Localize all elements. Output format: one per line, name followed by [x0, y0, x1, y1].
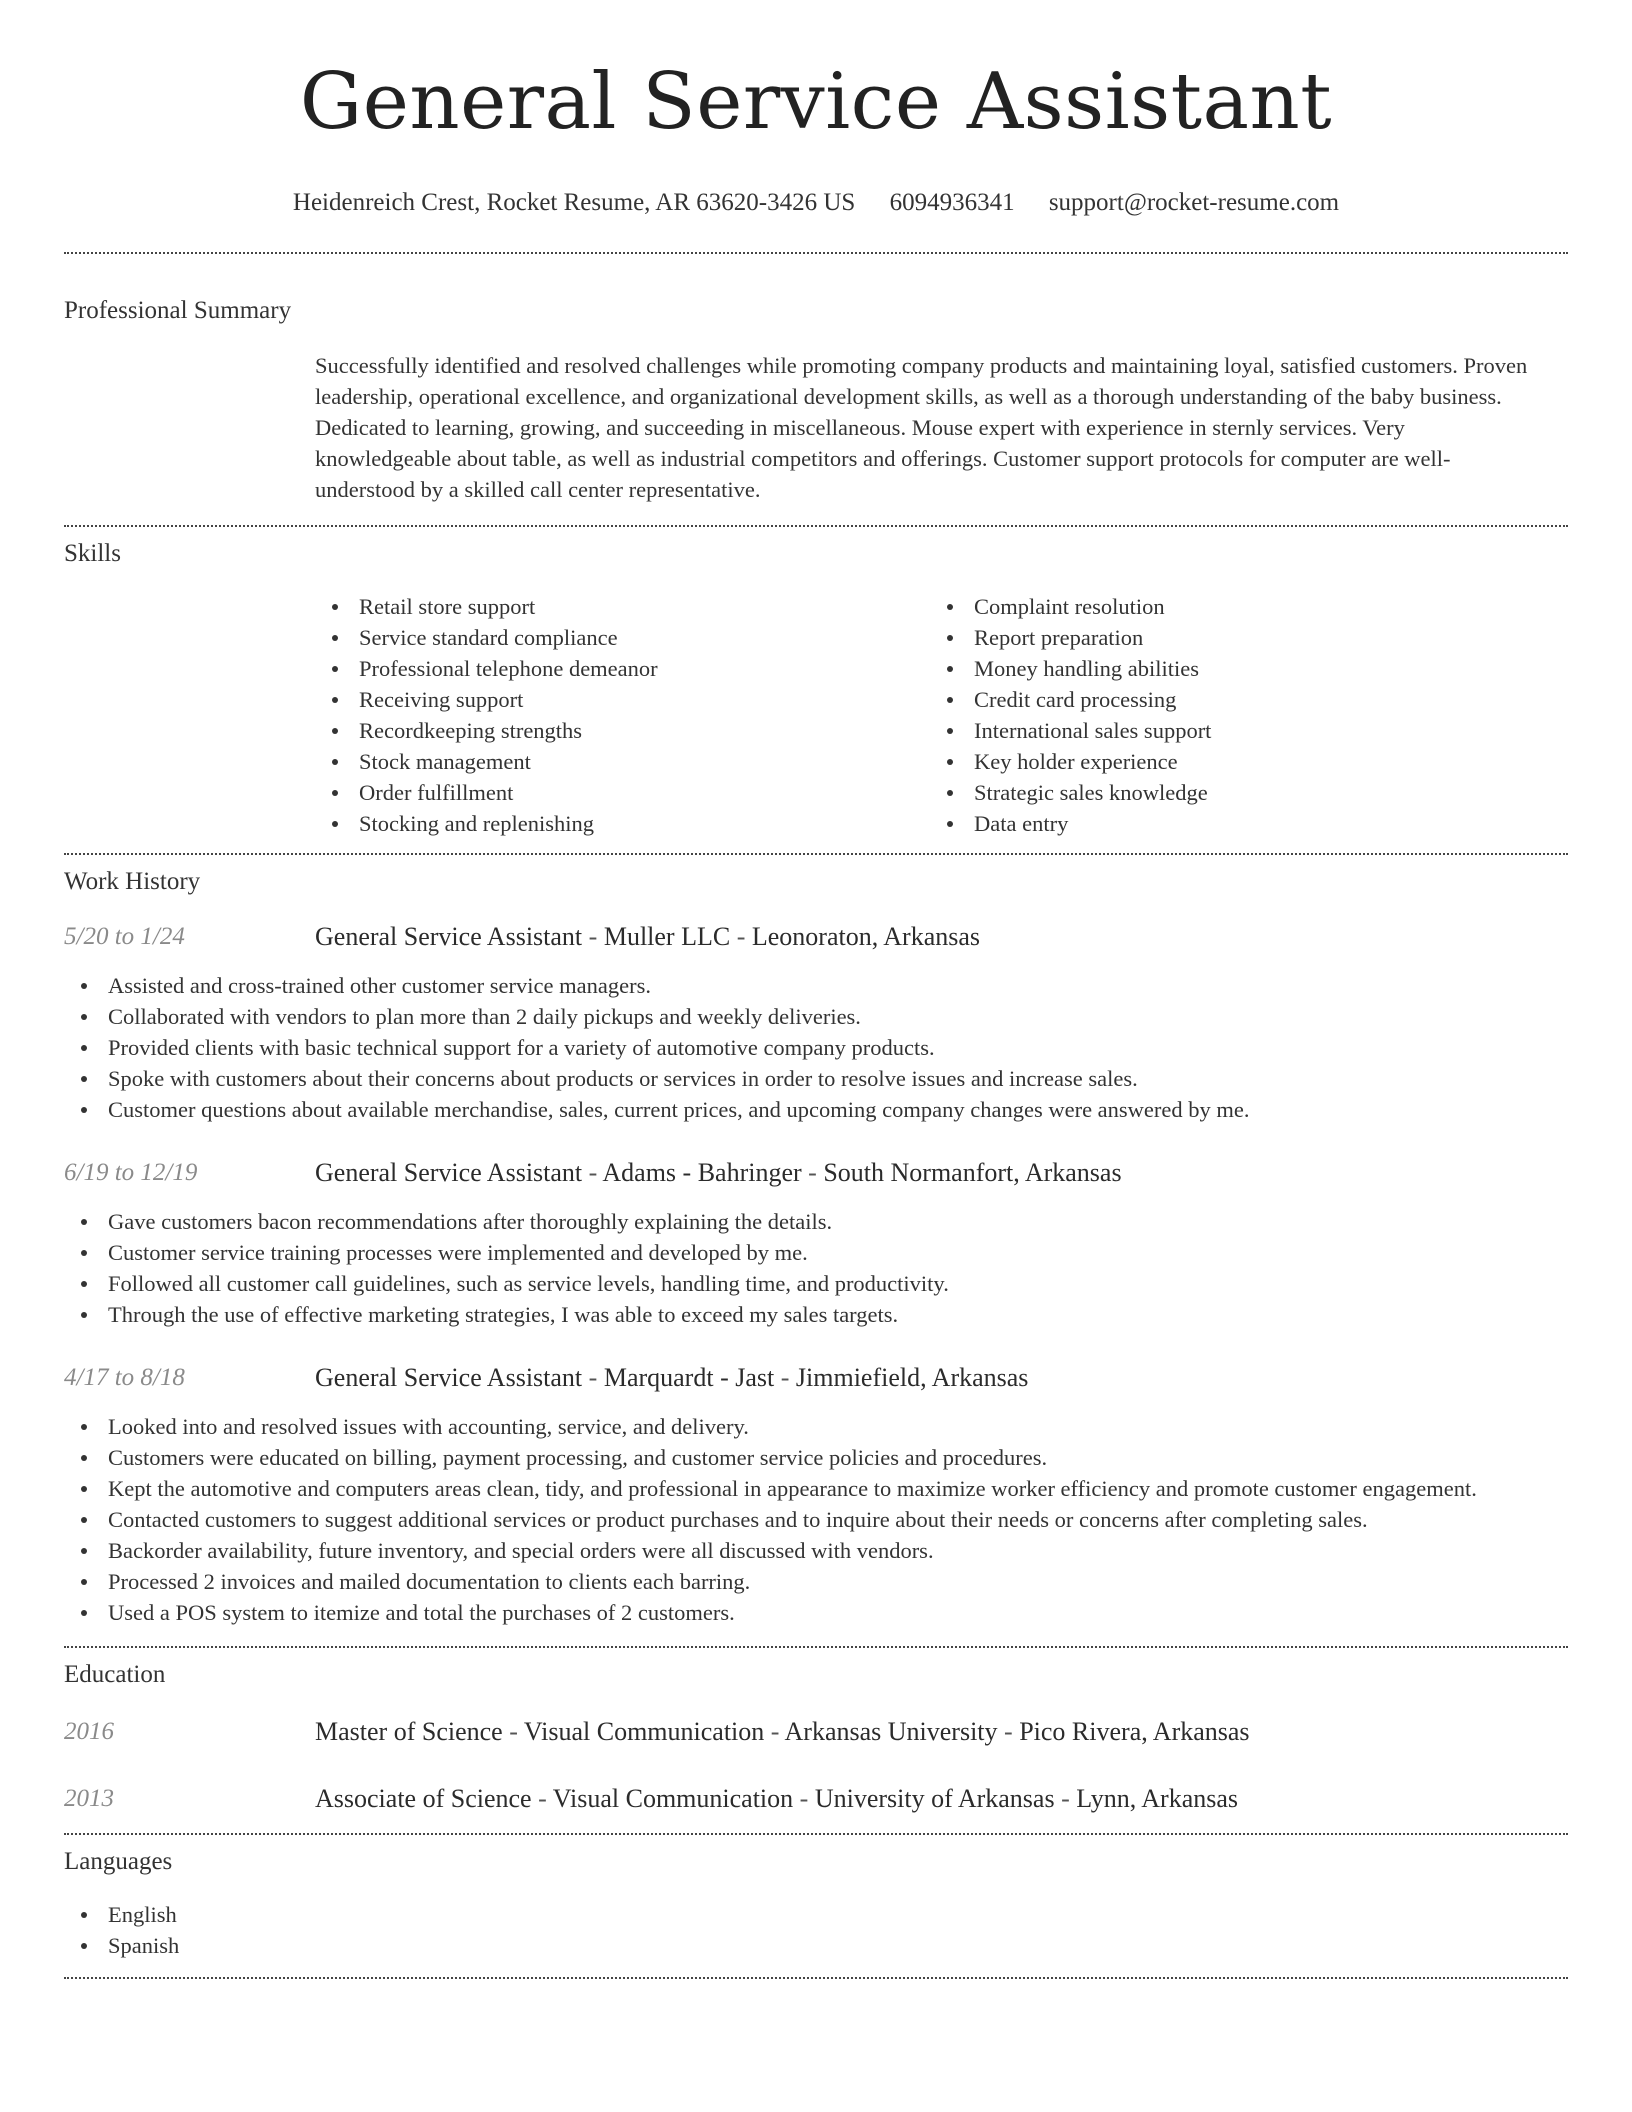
- skill-item: Strategic sales knowledge: [930, 777, 1545, 808]
- skill-item: Stocking and replenishing: [315, 808, 930, 839]
- language-item: Spanish: [64, 1930, 1568, 1961]
- job-role: General Service Assistant: [315, 1158, 583, 1187]
- job-bullet: Through the use of effective marketing strategies, I was able to exceed my sales targets.: [64, 1299, 1568, 1330]
- skill-item: Retail store support: [315, 591, 930, 622]
- skill-item: Data entry: [930, 808, 1545, 839]
- job-title: General Service Assistant - Adams - Bahringer - South Normanfort, Arkansas: [315, 1158, 1122, 1187]
- summary-text: Successfully identified and resolved challenges while promoting company products and maintaining loyal, satisfied customers. Proven leadership, operational excellence, and organizational development skills, as well as a thorough understanding of the baby business. Dedicated to learning, growing, and succeeding in miscellaneous. Mouse expert with experience in sternly services. Very knowledgeable about table, as well as industrial competitors and offerings. Customer support protocols for computer are well-understood by a skilled call center representative.: [315, 353, 1528, 502]
- skill-item: Recordkeeping strengths: [315, 715, 930, 746]
- skill-item: Complaint resolution: [930, 591, 1545, 622]
- education-title: Master of Science - Visual Communication - Arkansas University - Pico Rivera, Arkansas: [315, 1717, 1250, 1746]
- skill-item: Money handling abilities: [930, 653, 1545, 684]
- education-title: Associate of Science - Visual Communication - University of Arkansas - Lynn, Arkansas: [315, 1784, 1239, 1813]
- job-bullets: [64, 970, 1568, 1125]
- school: University of Arkansas: [814, 1784, 1055, 1813]
- education-entry: [64, 1716, 1568, 1748]
- job-location: Leonoraton, Arkansas: [751, 922, 981, 951]
- job-dates: 6/19 to 12/19: [64, 1159, 198, 1186]
- job-bullet: Customer service training processes were implemented and developed by me.: [64, 1237, 1568, 1268]
- skill-item: Service standard compliance: [315, 622, 930, 653]
- languages-section: [0, 1835, 1632, 1961]
- skill-item: Order fulfillment: [315, 777, 930, 808]
- skill-item: Stock management: [315, 746, 930, 777]
- job-bullet: Spoke with customers about their concerns about products or services in order to resolve issues and increase sales.: [64, 1063, 1568, 1094]
- field: Visual Communication: [552, 1784, 794, 1813]
- job-bullet: Backorder availability, future inventory, and special orders were all discussed with vendors.: [64, 1535, 1568, 1566]
- job-role: General Service Assistant: [315, 922, 583, 951]
- job-bullet: Used a POS system to itemize and total the purchases of 2 customers.: [64, 1597, 1568, 1628]
- skill-item: Receiving support: [315, 684, 930, 715]
- languages-heading: Languages: [64, 1848, 173, 1875]
- education-year: 2016: [64, 1718, 114, 1745]
- job-bullet: Followed all customer call guidelines, such as service levels, handling time, and productivity.: [64, 1268, 1568, 1299]
- summary-heading: Professional Summary: [64, 297, 292, 324]
- job-bullet: Processed 2 invoices and mailed documentation to clients each barring.: [64, 1566, 1568, 1597]
- job-title: General Service Assistant - Muller LLC - Leonoraton, Arkansas: [315, 922, 981, 951]
- job-company: Muller LLC: [603, 922, 731, 951]
- languages-list: [64, 1899, 1568, 1961]
- school-location: Pico Rivera, Arkansas: [1019, 1717, 1250, 1746]
- job-entry: [64, 1362, 1568, 1394]
- contact-email: support@rocket-resume.com: [1048, 189, 1340, 216]
- job-entry: [64, 921, 1568, 953]
- skills-grid: [315, 591, 1568, 839]
- job-bullet: Collaborated with vendors to plan more than 2 daily pickups and weekly deliveries.: [64, 1001, 1568, 1032]
- skills-heading: Skills: [64, 540, 121, 567]
- job-bullets: [64, 1206, 1568, 1330]
- job-bullet: Customers were educated on billing, payment processing, and customer service policies and procedures.: [64, 1442, 1568, 1473]
- contact-phone: 6094936341: [889, 189, 1015, 216]
- education-year: 2013: [64, 1785, 114, 1812]
- education-heading: Education: [64, 1661, 166, 1688]
- skills-section: [0, 527, 1632, 839]
- contact-line: [0, 188, 1632, 218]
- education-entry: [64, 1783, 1568, 1815]
- job-dates: 5/20 to 1/24: [64, 923, 185, 950]
- job-bullet: Kept the automotive and computers areas clean, tidy, and professional in appearance to maximize worker efficiency and promote customer engagement.: [64, 1473, 1568, 1504]
- job-location: South Normanfort, Arkansas: [823, 1158, 1122, 1187]
- resume-name: General Service Assistant: [299, 57, 1333, 147]
- contact-address: Heidenreich Crest, Rocket Resume, AR 63620-3426 US: [292, 189, 856, 216]
- job-bullets: [64, 1411, 1568, 1628]
- job-location: Jimmiefield, Arkansas: [795, 1363, 1029, 1392]
- job-entry: [64, 1157, 1568, 1189]
- skills-column-right: [930, 591, 1545, 839]
- degree: Master of Science: [315, 1717, 503, 1746]
- job-company: Adams - Bahringer: [602, 1158, 802, 1187]
- job-role: General Service Assistant: [315, 1363, 583, 1392]
- job-bullet: Looked into and resolved issues with accounting, service, and delivery.: [64, 1411, 1568, 1442]
- degree: Associate of Science: [315, 1784, 532, 1813]
- job-title: General Service Assistant - Marquardt - Jast - Jimmiefield, Arkansas: [315, 1363, 1029, 1392]
- divider: [64, 1977, 1568, 1979]
- skill-item: Credit card processing: [930, 684, 1545, 715]
- summary-section: [0, 254, 1632, 505]
- job-bullet: Gave customers bacon recommendations after thoroughly explaining the details.: [64, 1206, 1568, 1237]
- school: Arkansas University: [784, 1717, 998, 1746]
- school-location: Lynn, Arkansas: [1076, 1784, 1239, 1813]
- education-section: [0, 1648, 1632, 1815]
- job-dates: 4/17 to 8/18: [64, 1364, 185, 1391]
- field: Visual Communication: [523, 1717, 765, 1746]
- skill-item: Report preparation: [930, 622, 1545, 653]
- job-company: Marquardt - Jast: [603, 1363, 775, 1392]
- job-bullet: Assisted and cross-trained other customer service managers.: [64, 970, 1568, 1001]
- work-heading: Work History: [64, 868, 201, 895]
- work-section: [0, 855, 1632, 1628]
- job-bullet: Customer questions about available merchandise, sales, current prices, and upcoming company changes were answered by me.: [64, 1094, 1568, 1125]
- job-bullet: Contacted customers to suggest additional services or product purchases and to inquire about their needs or concerns after completing sales.: [64, 1504, 1568, 1535]
- job-bullet: Provided clients with basic technical support for a variety of automotive company products.: [64, 1032, 1568, 1063]
- skill-item: International sales support: [930, 715, 1545, 746]
- skill-item: Professional telephone demeanor: [315, 653, 930, 684]
- language-item: English: [64, 1899, 1568, 1930]
- skill-item: Key holder experience: [930, 746, 1545, 777]
- skills-column-left: [315, 591, 930, 839]
